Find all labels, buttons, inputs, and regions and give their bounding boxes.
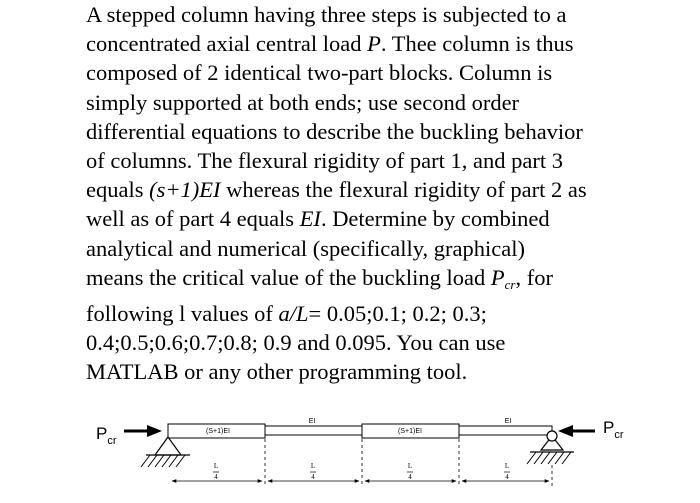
dimension-label-3 [407, 462, 413, 481]
svg-text:4: 4 [311, 473, 315, 481]
right-roller-support [527, 431, 574, 464]
problem-line-5: differential equations to describe the buckling behavior [86, 118, 583, 144]
column-segment-4 [459, 426, 552, 435]
segment-3-label: (S+1)EI [398, 428, 422, 435]
svg-text:4: 4 [505, 473, 509, 481]
problem-line-4: simply supported at both ends; use second order [86, 89, 520, 115]
segment-4-label: EI [504, 418, 512, 425]
segment-1-label: (S+1)EI [206, 428, 230, 435]
load-right-label: $P_{cr}$ [603, 418, 624, 441]
problem-line-8: well as of part 4 equals EI. Determine by combined [86, 206, 550, 232]
load-left-label: $P_{cr}$ [96, 424, 117, 447]
rigidity-variable-s1: (s+1)EI [149, 177, 221, 203]
svg-text:4: 4 [214, 473, 218, 481]
problem-line-7: equals (s+1)EI whereas the flexural rigidity of part 2 as [86, 177, 587, 203]
problem-line-9: analytical and numerical (specifically, graphical) [86, 235, 525, 261]
problem-line-12: 0.4;0.5;0.6;0.7;0.8; 0.9 and 0.095. You can use [86, 330, 506, 356]
segment-2-label: EI [308, 418, 316, 425]
left-pin-support [141, 437, 190, 467]
problem-line-6: of columns. The flexural rigidity of part 1, and part 3 [86, 148, 563, 174]
problem-statement [86, 0, 686, 387]
svg-text:L: L [310, 462, 316, 470]
load-variable: P [367, 31, 381, 57]
problem-line-3: composed of 2 identical two-part blocks. Column is [86, 60, 553, 86]
svg-text:L: L [213, 462, 219, 470]
problem-line-11: following l values of a/L= 0.05;0.1; 0.2; 0.3; [86, 301, 487, 327]
problem-line-1: A stepped column having three steps is subjected to a [86, 2, 567, 27]
column-segment-2 [265, 426, 362, 435]
rigidity-variable-ei: EI [299, 206, 321, 232]
dimension-label-2 [310, 462, 316, 481]
problem-line-2: concentrated axial central load P. Thee column is thus [86, 31, 574, 57]
svg-text:4: 4 [408, 473, 412, 481]
svg-text:L: L [407, 462, 413, 470]
load-right-arrow [558, 425, 595, 437]
critical-load-variable: P [490, 264, 505, 290]
column-diagram [0, 395, 700, 503]
dimension-label-4 [504, 462, 510, 481]
ratio-variable: a/L [278, 301, 309, 327]
critical-load-subscript: cr [504, 276, 516, 292]
problem-line-10: means the critical value of the buckling load $P_{cr}$, for [86, 264, 553, 292]
problem-line-13: MATLAB or any other programming tool. [86, 359, 468, 385]
load-left-arrow [124, 425, 162, 437]
svg-text:L: L [504, 462, 510, 470]
dimension-label-1 [213, 462, 219, 481]
